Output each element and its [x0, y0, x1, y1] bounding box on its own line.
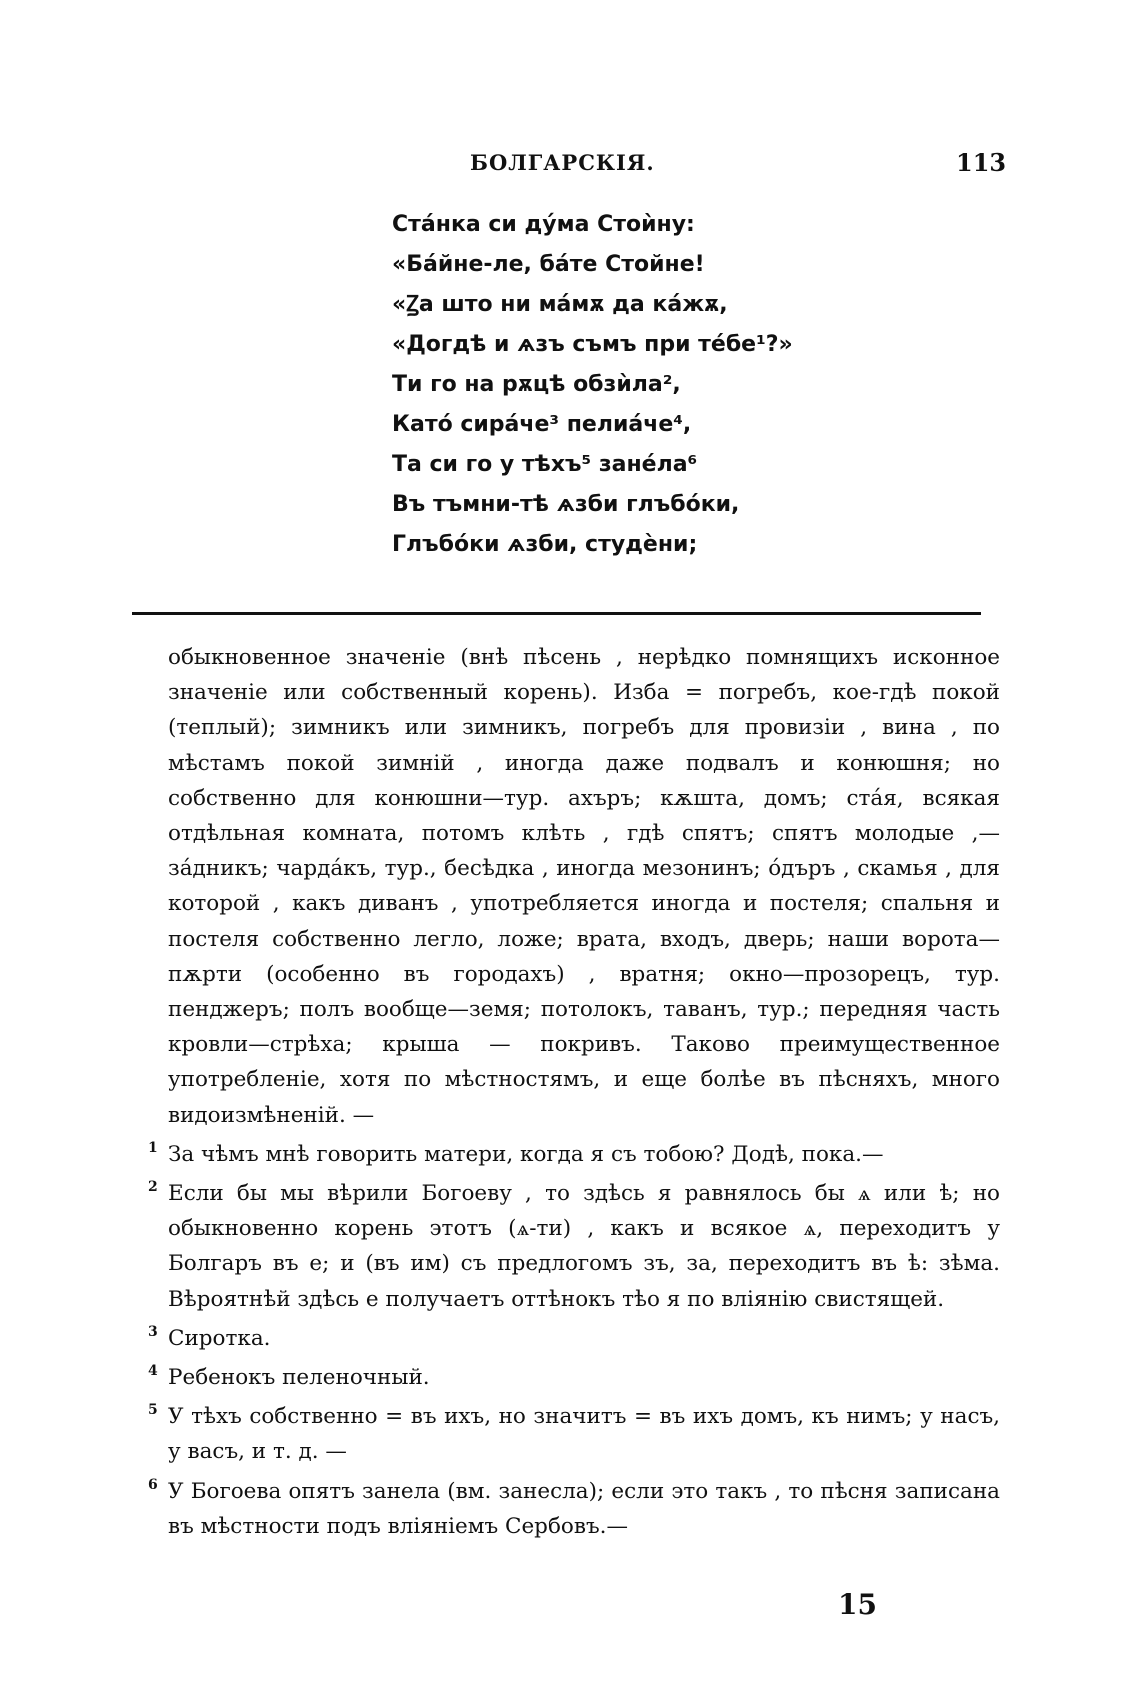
- footnote: [148, 1176, 1000, 1317]
- footnote-mark: 3: [148, 1323, 158, 1340]
- footnote-text: Ребенокъ пеленочный.: [168, 1365, 430, 1391]
- poem-line: Стáнка си дýма Стоѝну:: [392, 212, 695, 237]
- footnote-mark: 1: [148, 1139, 158, 1156]
- poem-line: Катó сирáче³ пелиáче⁴,: [392, 412, 692, 437]
- running-title: БОЛГАРСКІЯ.: [470, 150, 655, 175]
- running-header: [0, 150, 1140, 180]
- footnote-mark: 2: [148, 1179, 158, 1196]
- commentary-paragraph: обыкновенное значеніе (внѣ пѣсень , нерѣдко помнящихъ исконное значеніе или собственный корень). Изба = погребъ, кое-гдѣ покой (теплый); зимникъ или зимникъ, погребъ для провизіи , вина , по мѣстамъ покой зимній , иногда даже подвалъ и конюшня; но собственно для конюшни—тур. ахъръ; кѫшта, домъ; стáя, всякая отдѣльная комната, потомъ клѣть , гдѣ спятъ; спятъ молодые ,—зáдникъ; чардáкъ, тур., бесѣдка , иногда мезонинъ; óдъръ , скамья , для которой , какъ диванъ , употребляется иногда и постеля; спальня и постеля собственно легло, ложе; врата, входъ, дверь; наши ворота—пѫрти (особенно въ городахъ) , вратня; окно—прозорецъ, тур. пенджеръ; полъ вообще—земя; потолокъ, таванъ, тур.; передняя часть кровли—стрѣха; крыша — покривъ. Таково преимущественное употребленіе, хотя по мѣстностямъ, и еще болѣе въ пѣсняхъ, много видоизмѣненій. —: [168, 645, 1000, 1128]
- footnote-text: За чѣмъ мнѣ говорить матери, когда я съ тобою? Додѣ, пока.—: [168, 1141, 884, 1167]
- signature-number: 15: [838, 1588, 877, 1621]
- footnote-mark: 6: [148, 1476, 158, 1493]
- footnote: [148, 1399, 1000, 1469]
- footnote-mark: 5: [148, 1402, 158, 1419]
- footnote: [148, 1321, 1000, 1356]
- footnote-text: У тѣхъ собственно = въ ихъ, но значитъ = въ ихъ домъ, къ нимъ; у насъ, у васъ, и т. д. —: [168, 1404, 1000, 1465]
- footnote: [148, 1474, 1000, 1544]
- poem-line: Глъбóки ѧзби, студѐни;: [392, 532, 698, 557]
- poem-line: Ти го на рѫцѣ обзѝла²,: [392, 372, 681, 397]
- footnote-mark: 4: [148, 1363, 158, 1380]
- separator-rule: [132, 612, 981, 615]
- poem-line: Въ тъмни-тѣ ѧзби глъбóки,: [392, 492, 740, 517]
- poem-line: «Бáйне-ле, бáте Стойне!: [392, 252, 705, 277]
- footnote-text: У Богоева опятъ занела (вм. занесла); если это такъ , то пѣсня записана въ мѣстности подъ вліяніемъ Сербовъ.—: [168, 1478, 1000, 1539]
- page-number: 113: [956, 148, 1007, 177]
- poem-line: «Ꙁа што ни мáмѫ да кáжѫ,: [392, 292, 728, 317]
- footnote-text: Сиротка.: [168, 1325, 271, 1351]
- notes-block: [148, 640, 1000, 1544]
- footnote: [148, 1360, 1000, 1395]
- poem-line: Та си го у тѣхъ⁵ занéла⁶: [392, 452, 698, 477]
- footnote-text: Если бы мы вѣрили Богоеву , то здѣсь я равнялось бы ѧ или ѣ; но обыкновенно корень этотъ (ѧ-ти) , какъ и всякое ѧ, переходитъ у Болгаръ въ е; и (въ им) съ предлогомъ зъ, за, переходитъ въ ѣ: зѣма. Вѣроятнѣй здѣсь е получаетъ оттѣнокъ тѣо я по вліянію свистящей.: [168, 1181, 1000, 1312]
- footnote: [148, 1137, 1000, 1172]
- poem-block: [392, 205, 992, 565]
- poem-line: «Догдѣ и ѧзъ съмъ при тéбе¹?»: [392, 332, 793, 357]
